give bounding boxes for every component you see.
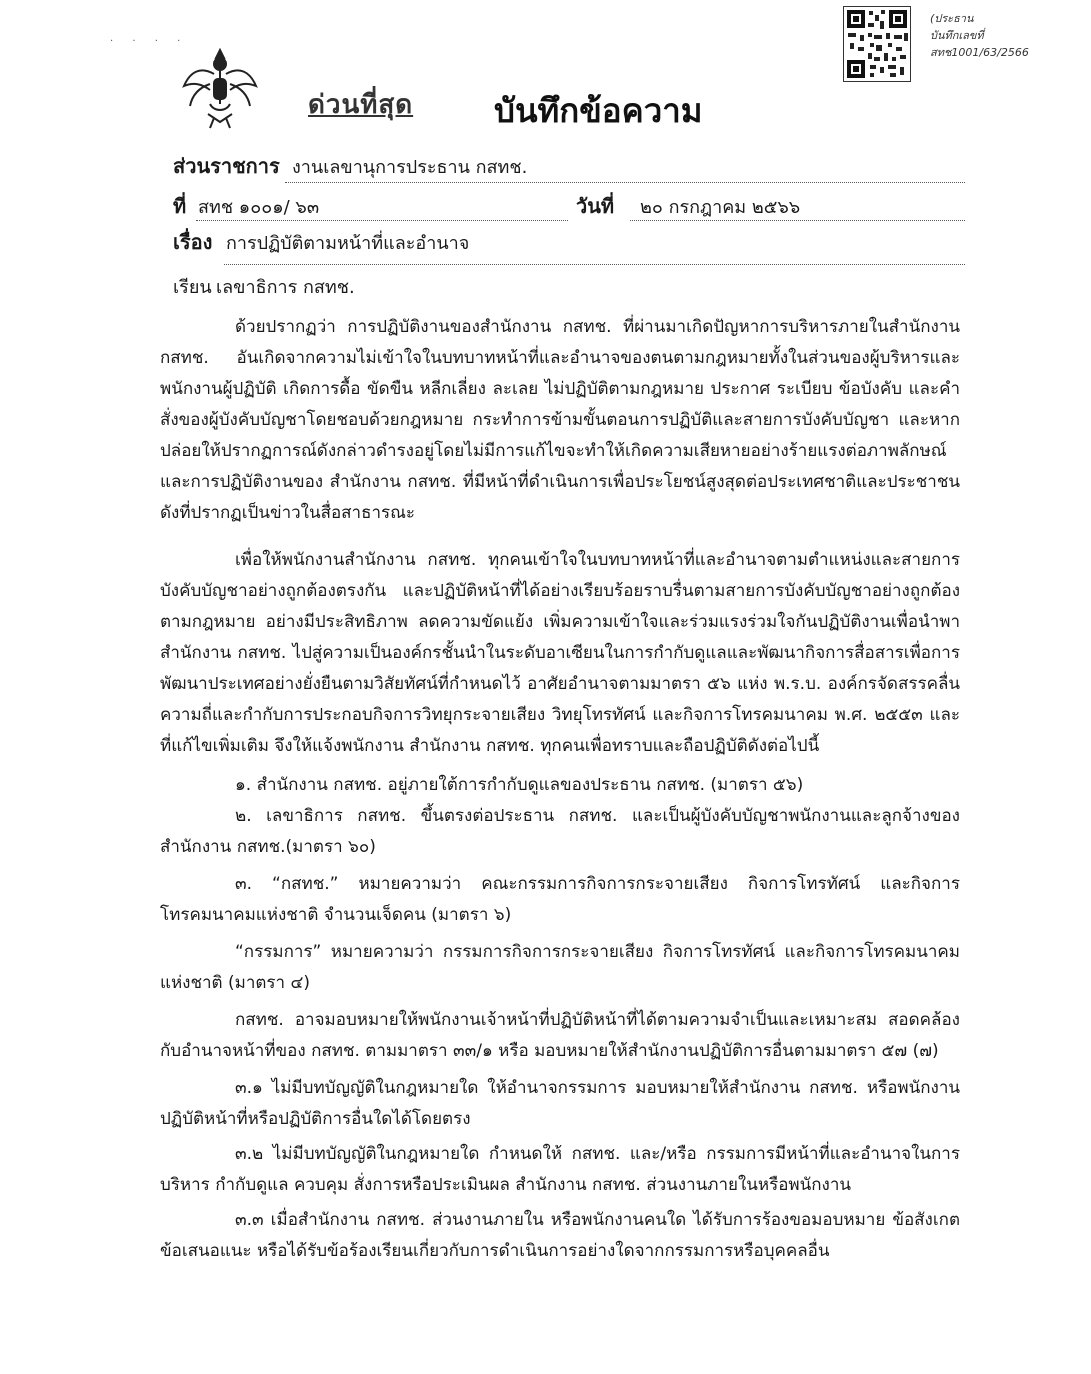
list-item-1: ๑. สำนักงาน กสทช. อยู่ภายใต้การกำกับดูแลของประธาน กสทช. (มาตรา ๕๖) (235, 775, 804, 795)
subject-label: เรื่อง (173, 230, 213, 254)
to-label: เรียน (173, 277, 212, 298)
department-dotline (285, 182, 965, 183)
list-item-2: ๒. เลขาธิการ กสทช. ขึ้นตรงต่อประธาน กสทช. และเป็นผู้บังคับบัญชาพนักงานและลูกจ้างของสำนักงาน กสทช.(มาตรา ๖๐) (160, 806, 960, 857)
to-value: เลขาธิการ กสทช. (216, 277, 355, 298)
qr-note-line: สทช1001/63/2566 (930, 46, 1029, 59)
department-value: งานเลขานุการประธาน กสทช. (292, 157, 528, 178)
list-item-3-delegation: กสทช. อาจมอบหมายให้พนักงานเจ้าหน้าที่ปฏิบัติหน้าที่ได้ตามความจำเป็นและเหมาะสม สอดคล้องกับอำนาจหน้าที่ของ กสทช. ตามมาตรา ๓๓/๑ หรือ มอบหมายให้สำนักงานปฏิบัติการอื่นตามมาตรา ๕๗ (๗) (160, 1010, 960, 1061)
qr-code-icon (843, 6, 911, 82)
date-label: วันที่ (576, 194, 615, 218)
qr-note-line: (ประธาน (930, 12, 974, 25)
urgency-stamp: ด่วนที่สุด (308, 90, 414, 120)
paragraph-1: ด้วยปรากฏว่า การปฏิบัติงานของสำนักงาน กสทช. ที่ผ่านมาเกิดปัญหาการบริหารภายในสำนักงาน กสทช. อันเกิดจากความไม่เข้าใจในบทบาทหน้าที่และอำนาจของตนตามกฎหมายทั้งในส่วนของผู้บริหารและพนักงานผู้ปฏิบัติ เกิดการดื้อ ขัดขืน หลีกเลี่ยง ละเลย ไม่ปฏิบัติตามกฎหมาย ประกาศ ระเบียบ ข้อบังคับ และคำสั่งของผู้บังคับบัญชาโดยชอบด้วยกฎหมาย กระทำการข้ามขั้นตอนการปฏิบัติและสายการบังคับบัญชา และหากปล่อยให้ปรากฏการณ์ดังกล่าวดำรงอยู่โดยไม่มีการแก้ไขจะทำให้เกิดความเสียหายอย่างร้ายแรงต่อภาพลักษณ์และการปฏิบัติงานของ สำนักงาน กสทช. ที่มีหน้าที่ดำเนินการเพื่อประโยชน์สูงสุดต่อประเทศชาติและประชาชน ดังที่ปรากฏเป็นข่าวในสื่อสาธารณะ (160, 317, 960, 523)
list-item-3-1: ๓.๑ ไม่มีบทบัญญัติในกฎหมายใด ให้อำนาจกรรมการ มอบหมายให้สำนักงาน กสทช. หรือพนักงาน ปฏิบัติหน้าที่หรือปฏิบัติการอื่นใดได้โดยตรง (160, 1078, 960, 1129)
document-title: บันทึกข้อความ (494, 91, 703, 130)
list-item-3-3: ๓.๓ เมื่อสำนักงาน กสทช. ส่วนงานภายใน หรือพนักงานคนใด ได้รับการร้องขอมอบหมาย ข้อสังเกต ข้อเสนอแนะ หรือได้รับข้อร้องเรียนเกี่ยวกับการดำเนินการอย่างใดจากกรรมการหรือบุคคลอื่น (160, 1210, 960, 1261)
qr-note-line: บันทึกเลขที่ (930, 29, 984, 42)
ref-value: สทช ๑๐๐๑/ ๖๓ (198, 197, 320, 218)
memo-body (160, 312, 960, 1267)
list-item-3: ๓. “กสทช.” หมายความว่า คณะกรรมการกิจการกระจายเสียง กิจการโทรทัศน์ และกิจการโทรคมนาคมแห่งชาติ จำนวนเจ็ดคน (มาตรา ๖) (160, 874, 960, 925)
department-label: ส่วนราชการ (173, 154, 280, 178)
list-item-3-definition: “กรรมการ” หมายความว่า กรรมการกิจการกระจายเสียง กิจการโทรทัศน์ และกิจการโทรคมนาคมแห่งชาติ (มาตรา ๔) (160, 942, 960, 993)
subject-value: การปฏิบัติตามหน้าที่และอำนาจ (226, 233, 470, 254)
subject-dotline (224, 264, 965, 265)
date-dotline (630, 220, 965, 221)
paragraph-2: เพื่อให้พนักงานสำนักงาน กสทช. ทุกคนเข้าใจในบทบาทหน้าที่และอำนาจตามตำแหน่งและสายการบังคับบัญชาอย่างถูกต้องตรงกัน และปฏิบัติหน้าที่ได้อย่างเรียบร้อยราบรื่นตามสายการบังคับบัญชาอย่างถูกต้องตามกฎหมาย อย่างมีประสิทธิภาพ ลดความขัดแย้ง เพิ่มความเข้าใจและร่วมแรงร่วมใจกันปฏิบัติงานเพื่อนำพาสำนักงาน กสทช. ไปสู่ความเป็นองค์กรชั้นนำในระดับอาเซียนในการกำกับดูแลและพัฒนากิจการสื่อสารเพื่อการพัฒนาประเทศอย่างยั่งยืนตามวิสัยทัศน์ที่กำหนดไว้ อาศัยอำนาจตามมาตรา ๕๖ แห่ง พ.ร.บ. องค์กรจัดสรรคลื่นความถี่และกำกับการประกอบกิจการวิทยุกระจายเสียง วิทยุโทรทัศน์ และกิจการโทรคมนาคม พ.ศ. ๒๕๕๓ และที่แก้ไขเพิ่มเติม จึงให้แจ้งพนักงาน สำนักงาน กสทช. ทุกคนเพื่อทราบและถือปฏิบัติดังต่อไปนี้ (160, 550, 960, 756)
ref-label: ที่ (173, 194, 187, 218)
date-value: ๒๐ กรกฎาคม ๒๕๖๖ (640, 197, 801, 218)
list-item-3-2: ๓.๒ ไม่มีบทบัญญัติในกฎหมายใด กำหนดให้ กสทช. และ/หรือ กรรมการมีหน้าที่และอำนาจในการบริหาร กำกับดูแล ควบคุม สั่งการหรือประเมินผล สำนักงาน กสทช. ส่วนงานภายในหรือพนักงาน (160, 1144, 960, 1195)
garuda-emblem-icon (180, 44, 260, 130)
ref-dotline (196, 220, 568, 221)
qr-handwritten-note (930, 10, 1029, 61)
scan-speckles: · · · · (110, 36, 189, 47)
